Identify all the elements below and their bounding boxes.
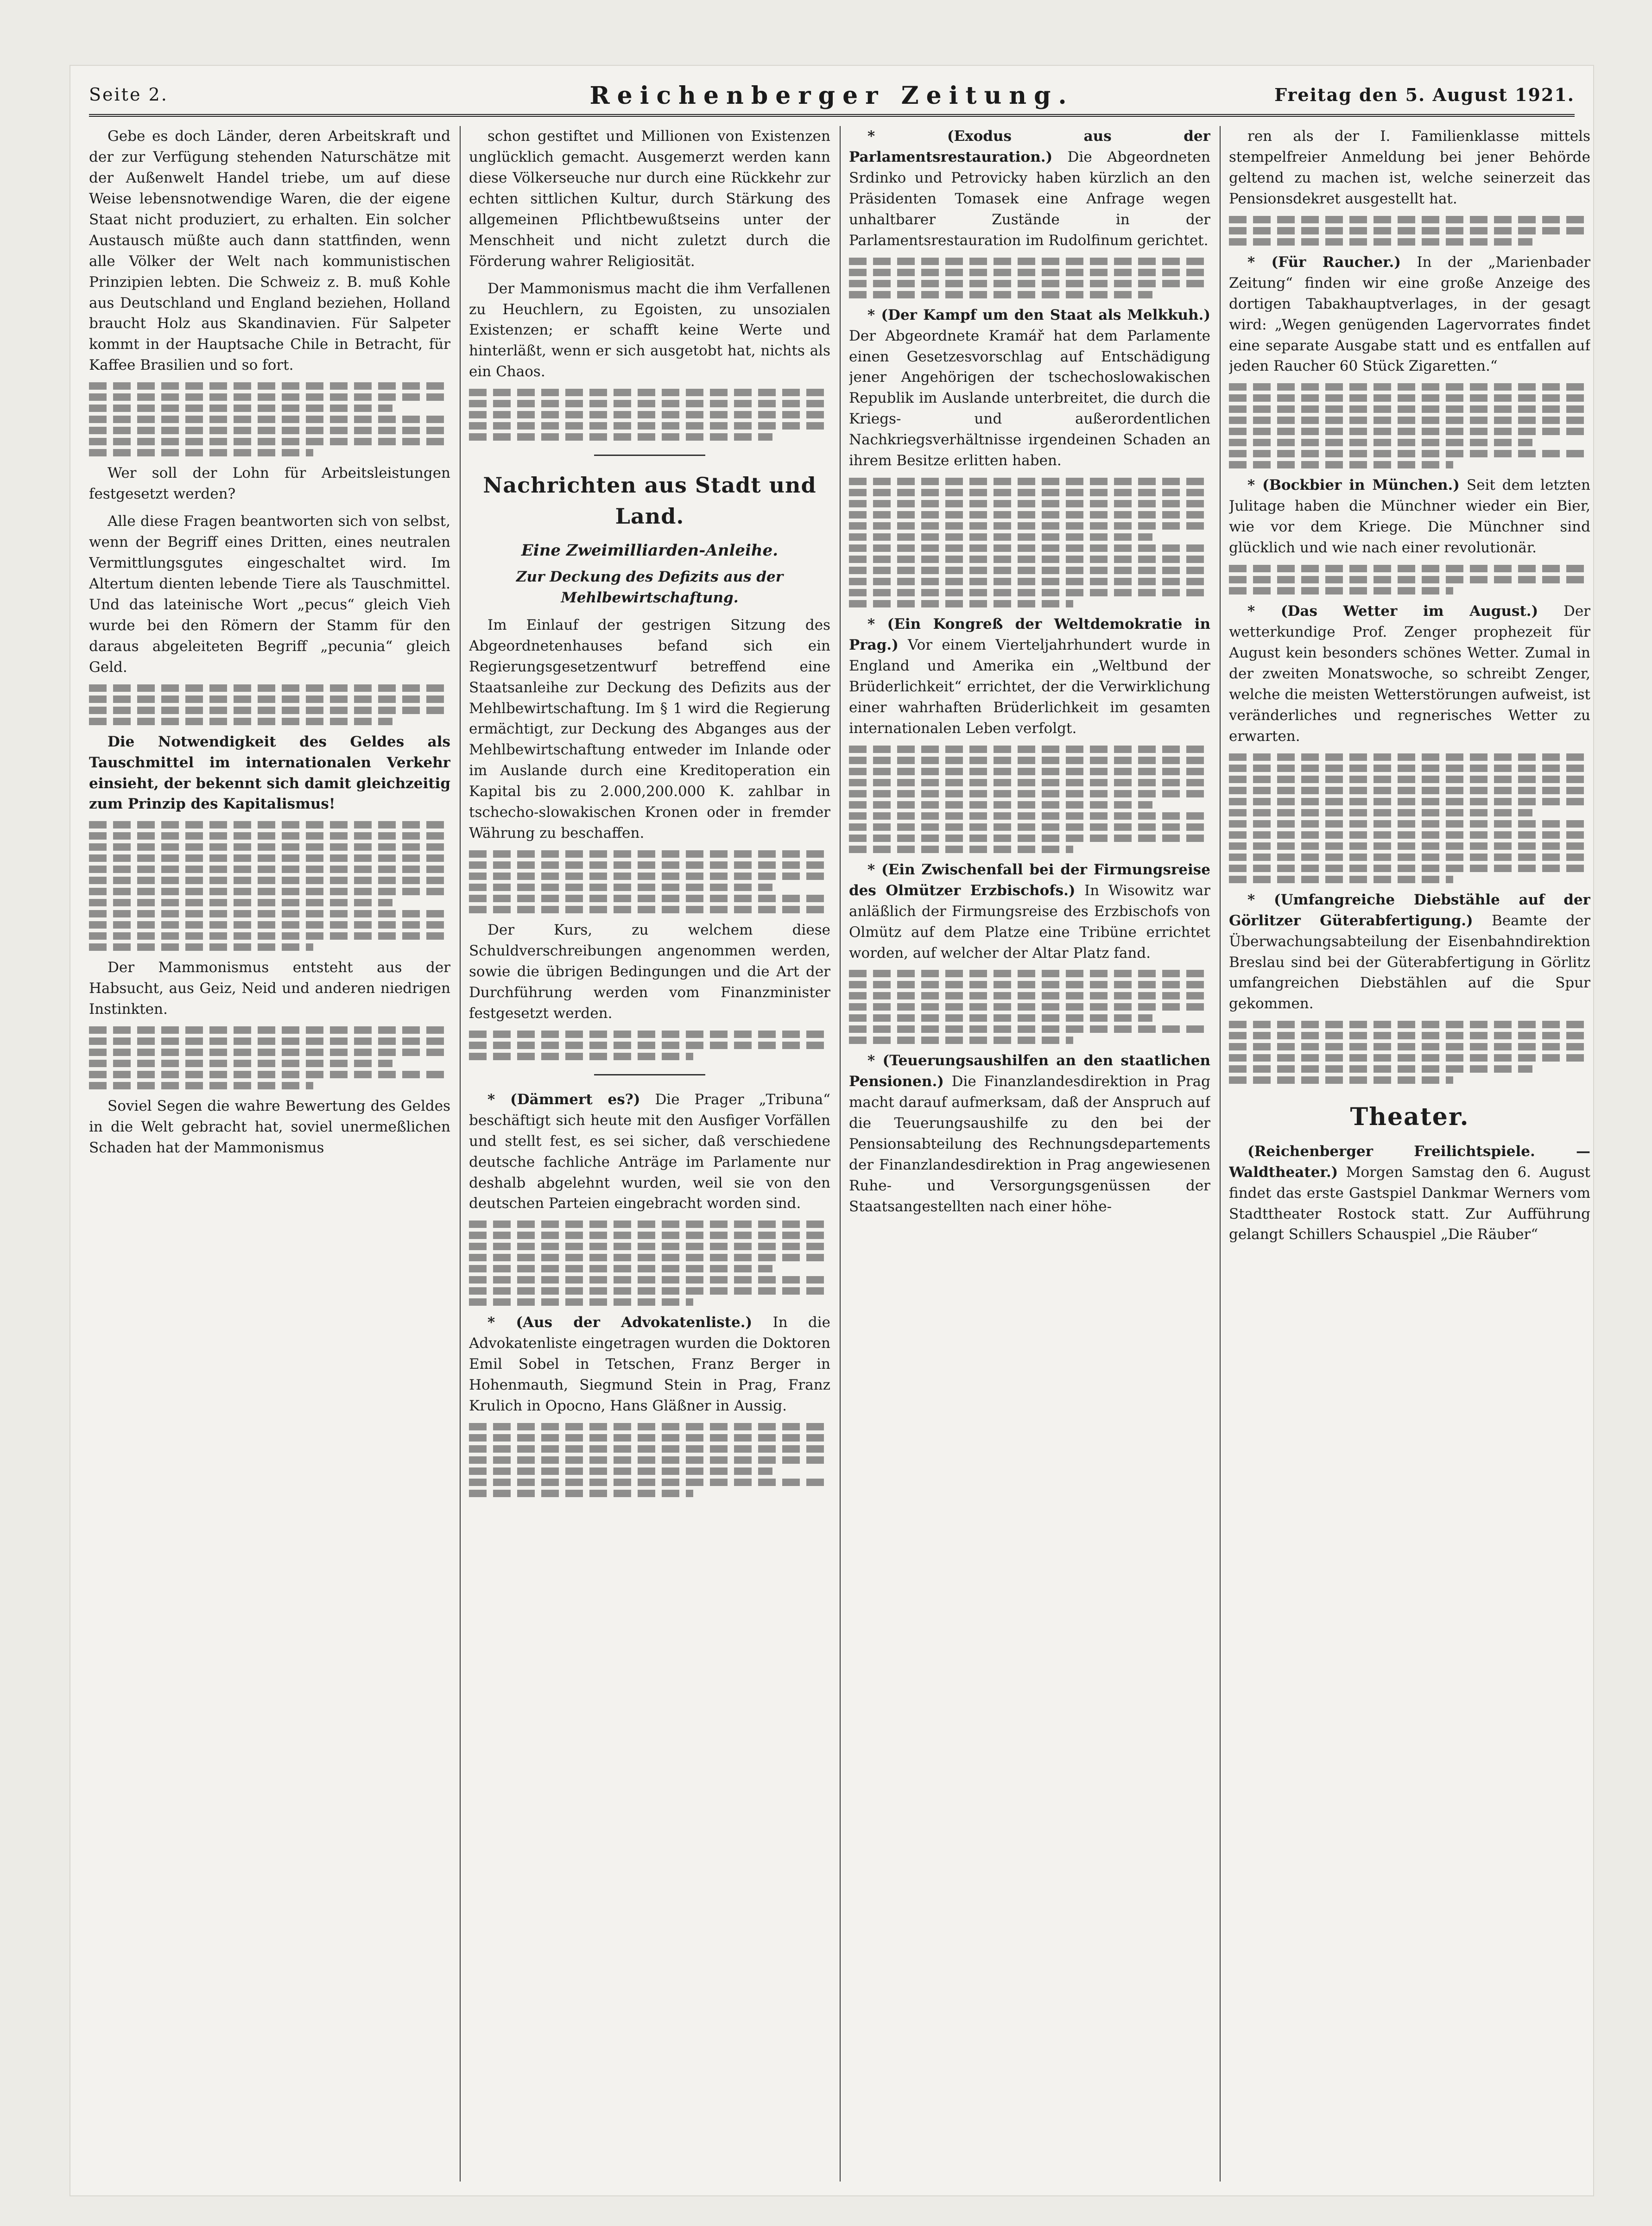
news-item-heading: * (Umfangreiche Diebstähle auf der Görlitzer Güterabfertigung.) [1229, 891, 1590, 929]
illegible-text [1229, 216, 1590, 246]
news-item-body: Die Abgeordneten Srdinko und Petrovicky haben kürzlich an den Präsidenten Tomasek eine Anfrage wegen unhaltbarer Zustände in der Parlamentsrestauration im Rudolfinum gerichtet. [849, 148, 1210, 249]
news-item-heading: * (Ein Kongreß der Weltdemokratie in Prag.) [849, 616, 1210, 654]
theater-section-title: Theater. [1350, 1103, 1469, 1132]
divider [594, 455, 705, 456]
illegible-text [849, 478, 1210, 607]
column-3 [849, 126, 1210, 2182]
issue-date: Freitag den 5. August 1921. [1274, 84, 1575, 105]
article-subhead: Zur Deckung des Defizits aus der Mehlbewirtschaftung. [516, 568, 784, 606]
news-item-body: Morgen Samstag den 6. August findet das erste Gastspiel Dankmar Werners vom Stadttheater Rostock statt. Zur Aufführung gelangt Schillers Schauspiel „Die Räuber“ [1229, 1164, 1590, 1243]
news-item-body: Beamte der Überwachungsabteilung der Eisenbahndirektion Breslau sind bei der Güterabfertigung in Görlitz umfangreichen Diebstählen auf die Spur gekommen. [1229, 912, 1590, 1012]
illegible-text [469, 1031, 830, 1060]
news-item-body: Vor einem Vierteljahrhundert wurde in England und Amerika ein „Weltbund der Brüderlichkeit“ errichtet, der die Verwirklichung einer wahrhaften Brüderlichkeit im gesamten internationalen Leben verfolgt. [849, 637, 1210, 737]
newspaper-title: Reichenberger Zeitung. [589, 82, 1074, 110]
illegible-text [89, 1026, 450, 1089]
news-item-heading: * (Teuerungsaushilfen an den staatlichen Pensionen.) [849, 1052, 1210, 1090]
article-paragraph: ren als der I. Familienklasse mittels stempelfreier Anmeldung bei jener Behörde geltend zu machen ist, welche seinerzeit das Pensionsdekret ausgestellt hat. [1229, 128, 1590, 207]
section-title: Nachrichten aus Stadt und Land. [483, 473, 817, 529]
column-rule [460, 126, 461, 2182]
illegible-text [89, 382, 450, 456]
article-paragraph: Gebe es doch Länder, deren Arbeitskraft und der zur Verfügung stehenden Naturschätze mit der Außenwelt Handel triebe, um auf diese Weise lebensnotwendige Waren, die der eigene Staat nicht produziert, zu erhalten. Ein solcher Austausch müßte auch dann stattfinden, wenn alle Völker der Welt nach kommunistischen Prinzipien lebten. Die Schweiz z. B. muß Kohle aus Deutschland und England beziehen, Holland braucht Holz aus Skandinavien. Für Salpeter kommt in der Hauptsache Chile in Betracht, für Kaffee Brasilien und so fort. [89, 128, 450, 374]
illegible-text [469, 850, 830, 913]
news-item-heading: * (Ein Zwischenfall bei der Firmungsreise des Olmützer Erzbischofs.) [849, 861, 1210, 899]
article-paragraph: Der Mammonismus macht die ihm Verfallenen zu Heuchlern, zu Egoisten, zu unsozialen Existenzen; er schafft keine Werte und hinterläßt, wenn er sich ausgetobt hat, nichts als ein Chaos. [469, 280, 830, 380]
illegible-text [849, 746, 1210, 853]
illegible-text [89, 684, 450, 725]
news-item-body: Der Abgeordnete Kramář hat dem Parlamente einen Gesetzesvorschlag auf Entschädigung jener Angehörigen der tschechoslowakischen Republik im Auslande unterbreitet, die durch die Kriegs- und außerordentlichen Nachkriegsverhältnisse irgendeinen Schaden an ihrem Besitze erlitten haben. [849, 327, 1210, 469]
news-item-heading: * (Das Wetter im August.) [1247, 603, 1538, 620]
divider [594, 1074, 705, 1075]
article-paragraph: Der Mammonismus entsteht aus der Habsucht, aus Geiz, Neid und anderen niedrigen Instinkten. [89, 959, 450, 1018]
columns [89, 126, 1590, 2182]
news-item-heading: * (Aus der Advokatenliste.) [487, 1314, 753, 1331]
news-item-body: In Wisowitz war anläßlich der Firmungsreise des Erzbischofs von Olmütz auf dem Platze eine Tribüne errichtet worden, auf welcher der Altar Platz fand. [849, 882, 1210, 961]
illegible-text [89, 821, 450, 951]
article-paragraph: Alle diese Fragen beantworten sich von selbst, wenn der Begriff eines Dritten, eines neutralen Vermittlungsgutes eingeschaltet wird. Im Altertum dienten lebende Tiere als Tauschmittel. Und das lateinische Wort „pecus“ gleich Vieh wurde bei den Römern der Stamm für den daraus abgeleiteten Begriff „pecunia“ gleich Geld. [89, 513, 450, 676]
news-item-body: Der wetterkundige Prof. Zenger prophezeit für August kein besonders schönes Wetter. Zumal in der zweiten Monatswoche, so schreibt Zenger, welche die meisten Wetterstörungen aufweist, ist veränderliches und regnerisches Wetter zu erwarten. [1229, 603, 1590, 745]
news-item-body: In die Advokatenliste eingetragen wurden die Doktoren Emil Sobel in Tetschen, Franz Berger in Hohenmauth, Siegmund Stein in Prag, Franz Krulich in Opocno, Hans Gläßner in Aussig. [469, 1314, 830, 1415]
article-paragraph: Wer soll der Lohn für Arbeitsleistungen festgesetzt werden? [89, 465, 450, 503]
illegible-text [469, 389, 830, 441]
illegible-text [1229, 753, 1590, 883]
column-rule [840, 126, 841, 2182]
news-item-body: Die Finanzlandesdirektion in Prag macht darauf aufmerksam, daß der Anspruch auf die Teuerungsaushilfe zu den bei der Pensionsabteilung des Rechnungsdepartements der Finanzlandesdirektion in Prag angewiesenen Ruhe- und Versorgungsgenüssen der Staatsangestellten nach einer höhe- [849, 1073, 1210, 1215]
article-paragraph: Der Kurs, zu welchem diese Schuldverschreibungen angenommen werden, sowie die übrigen Bedingungen und die Art der Durchführung werden vom Finanzminister festgesetzt werden. [469, 922, 830, 1022]
illegible-text [1229, 1021, 1590, 1084]
illegible-text [849, 258, 1210, 298]
illegible-text [849, 970, 1210, 1044]
article-paragraph: Im Einlauf der gestrigen Sitzung des Abgeordnetenhauses befand sich ein Regierungsgesetzentwurf betreffend eine Staatsanleihe zur Deckung des Defizits aus der Mehlbewirtschaftung. Im § 1 wird die Regierung ermächtigt, zur Deckung des Abganges aus der Mehlbewirtschaftung entweder im Inlande oder im Auslande durch eine Kreditoperation ein Kapital bis zu 2.000,200.000 K. zahlbar in tschecho-slowakischen Kronen oder in fremder Währung zu beschaffen. [469, 616, 830, 842]
article-paragraph: Soviel Segen die wahre Bewertung des Geldes in die Welt gebracht hat, soviel unermeßlichen Schaden hat der Mammonismus [89, 1098, 450, 1157]
news-item-heading: * (Der Kampf um den Staat als Melkkuh.) [867, 306, 1210, 323]
news-item-body: Seit dem letzten Julitage haben die Münchner wieder ein Bier, wie vor dem Kriege. Die Münchner sind glücklich und wie nach einer revolutionär. [1229, 477, 1590, 556]
newspaper-page [70, 65, 1594, 2196]
column-2 [469, 126, 830, 2182]
news-item-body: In der „Marienbader Zeitung“ finden wir eine große Anzeige des dortigen Tabakhauptverlages, in der gesagt wird: „Wegen genügenden Lagervorrates findet eine separate Ausgabe statt und es entfallen auf jeden Raucher 60 Stück Zigaretten.“ [1229, 253, 1590, 375]
illegible-text [469, 1423, 830, 1497]
news-item-heading: * (Dämmert es?) [487, 1091, 640, 1108]
article-paragraph: schon gestiftet und Millionen von Existenzen unglücklich gemacht. Ausgemerzt werden kann diese Völkerseuche nur durch eine Rückkehr zur echten sittlichen Kultur, durch Stärkung des allgemeinen Pflichtbewußtseins unter der Menschheit und nicht zuletzt durch die Förderung wahrer Religiosität. [469, 128, 830, 270]
news-item-heading: (Reichenberger Freilichtspiele. — Waldtheater.) [1229, 1143, 1590, 1181]
column-rule [1220, 126, 1221, 2182]
column-1 [89, 126, 450, 2182]
news-item-heading: * (Exodus aus der Parlamentsrestauration.) [849, 128, 1210, 165]
page-number: Seite 2. [89, 84, 168, 105]
masthead [89, 75, 1575, 117]
illegible-text [1229, 565, 1590, 594]
illegible-text [469, 1221, 830, 1306]
news-item-heading: * (Bockbier in München.) [1247, 477, 1460, 494]
article-headline: Eine Zweimilliarden-Anleihe. [521, 541, 779, 560]
news-item-heading: * (Für Raucher.) [1247, 253, 1401, 271]
article-paragraph: Die Notwendigkeit des Geldes als Tauschmittel im internationalen Verkehr einsieht, der bekennt sich damit gleichzeitig zum Prinzip des Kapitalismus! [89, 733, 450, 813]
illegible-text [1229, 383, 1590, 468]
column-4 [1229, 126, 1590, 2182]
news-item-body: Die Prager „Tribuna“ beschäftigt sich heute mit den Ausfiger Vorfällen und stellt fest, es sei sicher, daß verschiedene deutsche fachliche Anträge im Parlamente nur deshalb abgelehnt wurden, weil sie von den deutschen Parteien eingebracht worden sind. [469, 1091, 830, 1212]
